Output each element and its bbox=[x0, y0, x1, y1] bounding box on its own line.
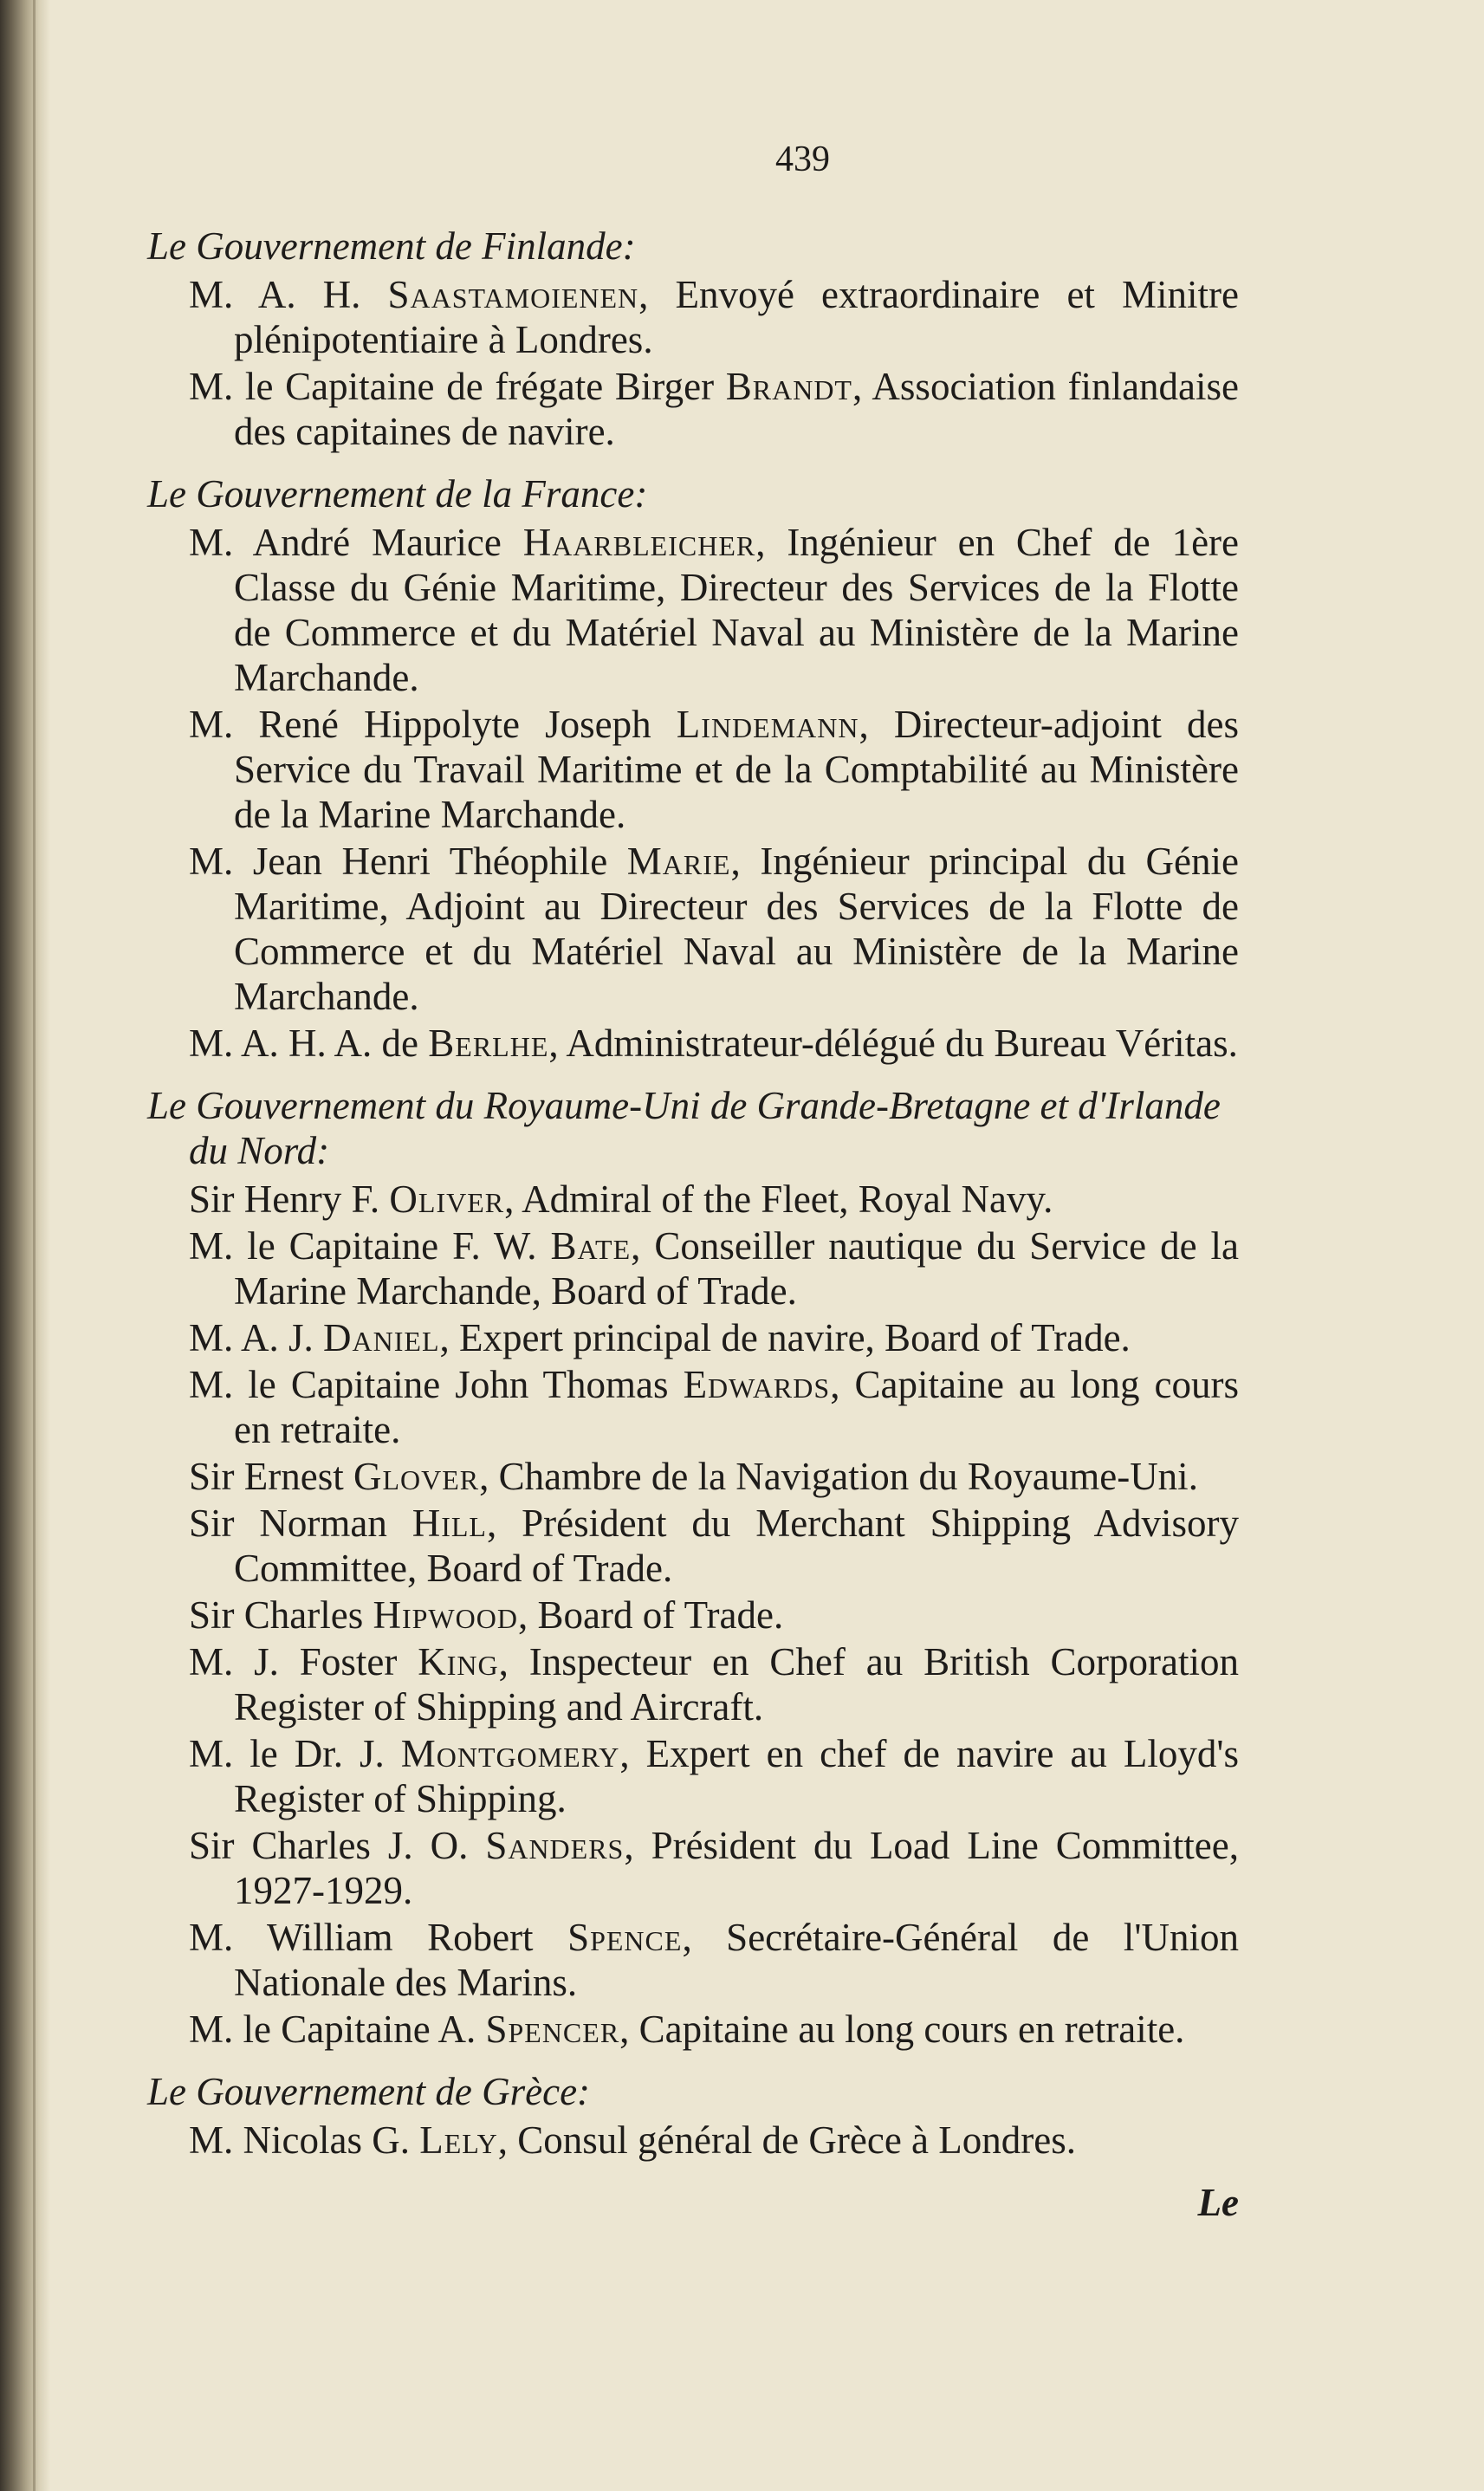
delegate-prefix: M. le Capitaine A. bbox=[189, 2008, 486, 2051]
delegate-title: , Directeur-adjoint des Service du Travail Maritime et de la Comptabilité au Ministère de la Marine Marchande. bbox=[234, 703, 1239, 836]
delegate-prefix: M. Nicolas G. bbox=[189, 2118, 420, 2162]
delegate-entry bbox=[189, 839, 1239, 1019]
catchword: Le bbox=[1197, 2181, 1239, 2224]
delegate-prefix: Sir Henry F. bbox=[189, 1177, 390, 1221]
delegate-title: , Chambre de la Navigation du Royaume-Uni. bbox=[479, 1455, 1198, 1498]
delegate-title: , Secrétaire-Général de l'Union Nationale des Marins. bbox=[234, 1916, 1239, 2004]
delegate-title: , Expert en chef de navire au Lloyd's Register of Shipping. bbox=[234, 1732, 1239, 1820]
delegate-prefix: M. André Maurice bbox=[189, 521, 523, 564]
delegate-prefix: M. le Dr. J. bbox=[189, 1732, 401, 1775]
section-heading: Le Gouvernement de Finlande: bbox=[147, 224, 636, 268]
delegate-entry bbox=[189, 2007, 1239, 2052]
page-body bbox=[147, 224, 1239, 2264]
delegate-entry bbox=[189, 272, 1239, 362]
delegate-prefix: M. Jean Henri Théophile bbox=[189, 840, 627, 883]
delegate-entry bbox=[189, 364, 1239, 454]
delegate-title: , Ingénieur principal du Génie Maritime, Adjoint au Directeur des Services de la Flotte de Commerce et du Matériel Naval au Ministère de la Marine Marchande. bbox=[234, 840, 1239, 1018]
delegate-surname: Spence bbox=[567, 1916, 683, 1959]
delegate-entry bbox=[189, 1639, 1239, 1729]
delegate-surname: Oliver bbox=[389, 1177, 505, 1221]
delegate-entry bbox=[189, 1454, 1239, 1499]
delegate-prefix: M. René Hippolyte Joseph bbox=[189, 703, 677, 746]
delegate-entry bbox=[189, 1501, 1239, 1591]
delegate-entry bbox=[189, 702, 1239, 837]
page-number: 439 bbox=[775, 139, 830, 179]
delegate-surname: Sanders bbox=[485, 1824, 625, 1867]
delegate-surname: Montgomery bbox=[400, 1732, 620, 1775]
delegate-entry bbox=[189, 1223, 1239, 1314]
delegate-surname: Marie bbox=[626, 840, 731, 883]
delegate-surname: Daniel bbox=[323, 1316, 440, 1359]
delegate-entry bbox=[189, 1915, 1239, 2005]
delegate-surname: Spencer bbox=[485, 2008, 620, 2051]
delegate-title: , Inspecteur en Chef au British Corporation Register of Shipping and Aircraft. bbox=[234, 1640, 1239, 1729]
section-heading: Le Gouvernement de la France: bbox=[147, 472, 648, 516]
delegate-prefix: Sir Charles bbox=[189, 1593, 373, 1637]
delegate-title: , Admiral of the Fleet, Royal Navy. bbox=[504, 1177, 1053, 1221]
delegate-entry bbox=[189, 1362, 1239, 1452]
delegate-prefix: M. A. J. bbox=[189, 1316, 324, 1359]
book-spine-shadow bbox=[0, 0, 50, 2491]
delegate-surname: Lely bbox=[419, 2118, 498, 2162]
section-finlande bbox=[147, 224, 1239, 454]
delegate-title: , Association finlandaise des capitaines de navire. bbox=[234, 365, 1239, 453]
delegate-title: , Expert principal de navire, Board of Trade. bbox=[439, 1316, 1131, 1359]
gutter-line bbox=[33, 0, 36, 2491]
delegate-surname: Hipwood bbox=[373, 1593, 518, 1637]
delegate-title: , Capitaine au long cours en retraite. bbox=[619, 2008, 1185, 2051]
delegate-title: , Administrateur-délégué du Bureau Véritas. bbox=[548, 1022, 1238, 1065]
delegate-title: , Consul général de Grèce à Londres. bbox=[497, 2118, 1076, 2162]
delegate-entry bbox=[189, 520, 1239, 700]
delegate-surname: Hill bbox=[412, 1502, 487, 1545]
delegate-entry bbox=[189, 1593, 1239, 1638]
section-heading: Le Gouvernement du Royaume-Uni de Grande-Bretagne et d'Irlande du Nord: bbox=[147, 1084, 1221, 1172]
delegate-title: , Conseiller nautique du Service de la Marine Marchande, Board of Trade. bbox=[234, 1224, 1239, 1313]
delegate-prefix: M. le Capitaine John Thomas bbox=[189, 1363, 684, 1406]
section-royaume-uni bbox=[147, 1083, 1239, 2052]
delegate-entry bbox=[189, 1177, 1239, 1222]
delegate-title: , Président du Merchant Shipping Advisory Committee, Board of Trade. bbox=[234, 1502, 1239, 1590]
delegate-surname: Glover bbox=[353, 1455, 480, 1498]
delegate-surname: Brandt bbox=[725, 365, 852, 408]
delegate-entry bbox=[189, 1731, 1239, 1821]
delegate-title: , Ingénieur en Chef de 1ère Classe du Génie Maritime, Directeur des Services de la Flotte de Commerce et du Matériel Naval au Ministère de la Marine Marchande. bbox=[234, 521, 1239, 699]
delegate-entry bbox=[189, 1315, 1239, 1360]
delegate-prefix: M. le Capitaine F. W. bbox=[189, 1224, 551, 1268]
delegate-surname: King bbox=[418, 1640, 499, 1683]
delegate-prefix: M. le Capitaine de frégate Birger bbox=[189, 365, 726, 408]
delegate-surname: Saastamoienen bbox=[387, 273, 639, 316]
delegate-title: , Capitaine au long cours en retraite. bbox=[234, 1363, 1239, 1451]
delegate-prefix: M. A. H. A. de bbox=[189, 1022, 429, 1065]
delegate-prefix: Sir Charles J. O. bbox=[189, 1824, 486, 1867]
delegate-title: , Envoyé extraordinaire et Minitre plénipotentiaire à Londres. bbox=[234, 273, 1239, 361]
section-heading: Le Gouvernement de Grèce: bbox=[147, 2070, 591, 2113]
delegate-entry bbox=[189, 1823, 1239, 1913]
delegate-surname: Bate bbox=[550, 1224, 632, 1268]
delegate-surname: Edwards bbox=[683, 1363, 831, 1406]
delegate-title: , Président du Load Line Committee, 1927-1929. bbox=[234, 1824, 1239, 1912]
delegate-surname: Haarbleicher bbox=[522, 521, 756, 564]
delegate-prefix: M. William Robert bbox=[189, 1916, 568, 1959]
section-france bbox=[147, 471, 1239, 1066]
delegate-prefix: M. J. Foster bbox=[189, 1640, 418, 1683]
delegate-surname: Berlhe bbox=[428, 1022, 549, 1065]
delegate-prefix: M. A. H. bbox=[189, 273, 388, 316]
delegate-prefix: Sir Norman bbox=[189, 1502, 412, 1545]
delegate-title: , Board of Trade. bbox=[517, 1593, 784, 1637]
delegate-surname: Lindemann bbox=[676, 703, 859, 746]
delegate-entry bbox=[189, 2118, 1239, 2163]
section-grece bbox=[147, 2069, 1239, 2163]
delegate-prefix: Sir Ernest bbox=[189, 1455, 353, 1498]
delegate-entry bbox=[189, 1021, 1239, 1066]
